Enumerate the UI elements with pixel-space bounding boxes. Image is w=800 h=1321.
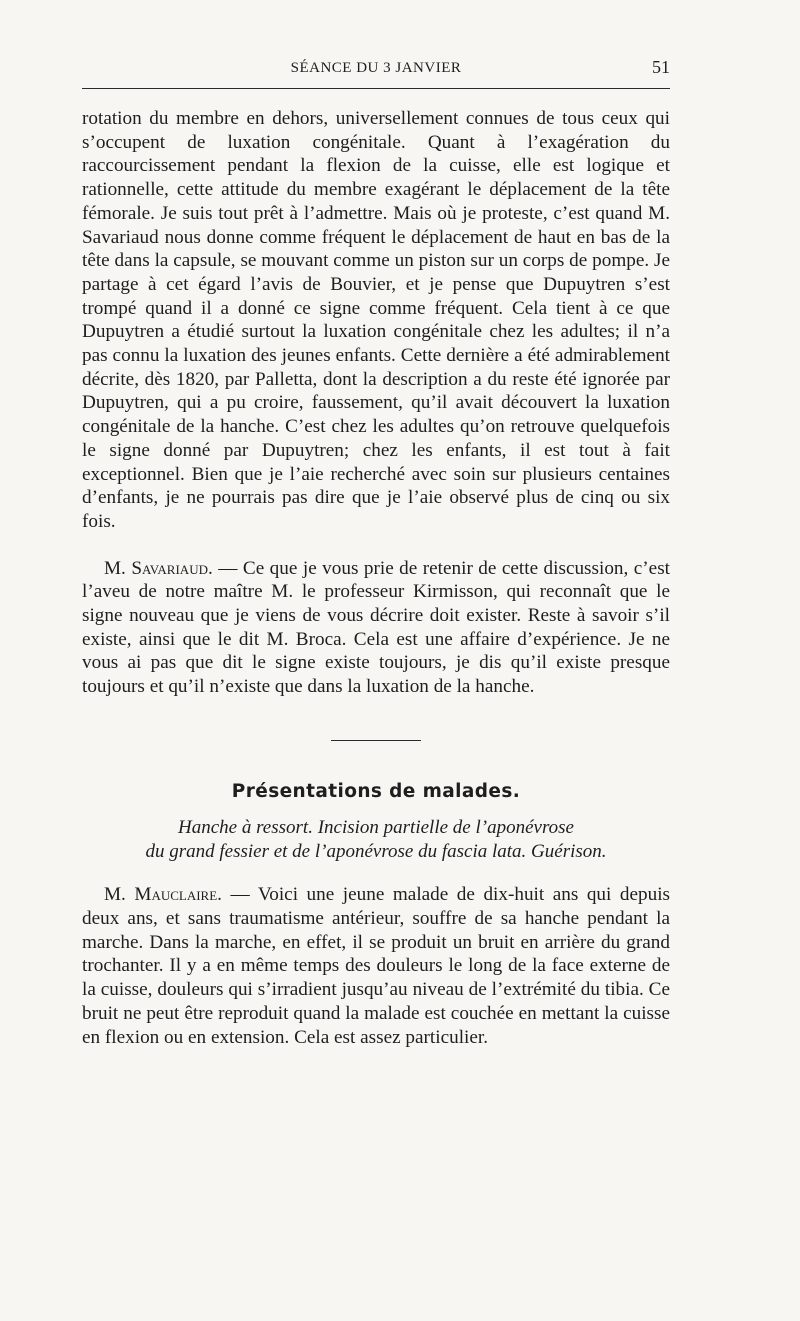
subtitle-line-2: du grand fessier et de l’aponévrose du fascia lata. Guérison.: [145, 840, 607, 862]
paragraph-text: — Ce que je vous prie de retenir de cette discussion, c’est l’aveu de notre maître M. le professeur Kirmisson, qui reconnaît que le signe nouveau que je viens de vous décrire doit exister. Reste à savoir s’il existe, ainsi que le dit M. Broca. Cela est une affaire d’expérience. Je ne vous ai pas que dit le signe existe toujours, je dis qu’il existe presque toujours et qu’il n’existe que dans la luxation de la hanche.: [82, 557, 670, 698]
running-head: [82, 54, 670, 88]
speaker-name: M. Savariaud.: [104, 557, 213, 579]
section-subtitle: [82, 816, 670, 863]
page-number: 51: [652, 57, 670, 77]
running-title: SÉANCE DU 3 JANVIER: [290, 60, 462, 76]
paragraph-text: — Voici une jeune malade de dix-huit ans qui depuis deux ans, et sans traumatisme antérieur, souffre de sa hanche pendant la marche. Dans la marche, en effet, il se produit un bruit en arrière du grand trochanter. Il y a en même temps des douleurs le long de la face externe de la cuisse, douleurs qui s’irradient jusqu’au niveau de l’extrémité du tibia. Ce bruit ne peut être reproduit quand la malade est couchée en mettant la cuisse en flexion ou en extension. Cela est assez particulier.: [82, 884, 670, 1048]
body-paragraph-2: [82, 557, 670, 699]
section-title: Présentations de malades.: [231, 780, 521, 802]
section-divider: [331, 740, 421, 741]
speaker-name: M. Mauclaire.: [104, 884, 222, 906]
body-paragraph-3: [82, 883, 670, 1049]
body-paragraph-1: rotation du membre en dehors, universellement connues de tous ceux qui s’occupent de luxation congénitale. Quant à l’exagération du raccourcissement pendant la flexion de la cuisse, elle est logique et rationnelle, cette attitude du membre exagérant le déplacement de la tête fémorale. Je suis tout prêt à l’admettre. Mais où je proteste, c’est quand M. Savariaud nous donne comme fréquent le déplacement de haut en bas de la tête dans la capsule, se mouvant comme un piston sur un corps de pompe. Je partage à cet égard l’avis de Bouvier, et je pense que Dupuytren s’est trompé quand il a donné ce signe comme fréquent. Cela tient à ce que Dupuytren a étudié surtout la luxation congénitale chez les adultes; il n’a pas connu la luxation des jeunes enfants. Cette dernière a été admirablement décrite, dès 1820, par Palletta, dont la description a du reste été ignorée par Dupuytren, qui a pu croire, faussement, qu’il avait découvert la luxation congénitale de la hanche. C’est chez les adultes qu’on retrouve quelquefois le signe donné par Dupuytren; chez les enfants, il est tout à fait exceptionnel. Bien que je l’aie recherché avec soin sur plusieurs centaines d’enfants, je ne pourrais pas dire que je l’aie observé plus de cinq ou six fois.: [82, 108, 670, 532]
header-rule: [82, 88, 670, 89]
subtitle-line-1: Hanche à ressort. Incision partielle de l’aponévrose: [178, 816, 574, 838]
page: [82, 54, 670, 1072]
